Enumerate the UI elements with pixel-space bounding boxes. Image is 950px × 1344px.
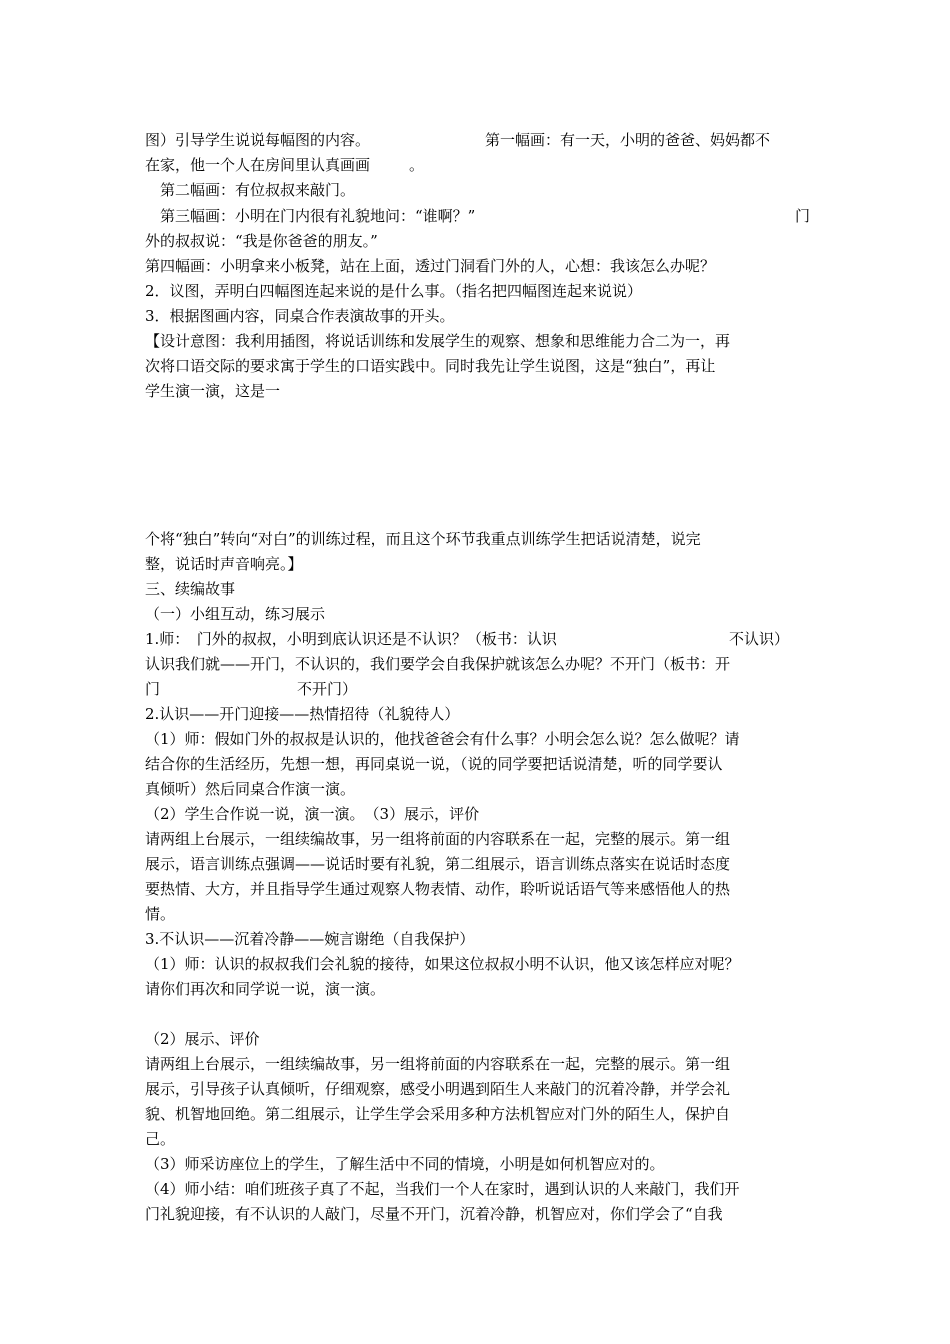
text-line: （3）师采访座位上的学生，了解生活中不同的情境，小明是如何机智应对的。 — [145, 1155, 665, 1173]
text-line: 结合你的生活经历，先想一想，再同桌说一说，（说的同学要把话说清楚，听的同学要认 — [145, 755, 723, 773]
text-segment: 第三幅画：小明在门内很有礼貌地问：“谁啊？” — [160, 207, 476, 225]
text-line: （1）师：假如门外的叔叔是认识的，他找爸爸会有什么事？小明会怎么说？怎么做呢？请 — [145, 730, 740, 748]
text-line: （2）学生合作说一说，演一演。 （3）展示，评价 — [145, 805, 480, 823]
text-line: 要热情、大方，并且指导学生通过观察人物表情、动作，聆听说话语气等来感悟他人的热 — [145, 880, 731, 898]
text-line: 请你们再次和同学说一说，演一演。 — [145, 980, 386, 998]
text-segment: 。 — [409, 156, 425, 174]
text-segment: 门 — [794, 207, 810, 225]
text-segment: 不认识） — [729, 630, 790, 648]
text-line — [145, 629, 810, 649]
text-segment: 不开门） — [297, 680, 358, 698]
text-line: （2）展示、评价 — [145, 1030, 260, 1048]
text-segment: 在家，他一个人在房间里认真画画 — [145, 156, 371, 174]
text-line: 请两组上台展示，一组续编故事，另一组将前面的内容联系在一起，完整的展示。第一组 — [145, 830, 731, 848]
text-line: 认识我们就——开门，不认识的，我们要学会自我保护就该怎么办呢？不开门（板书：开 — [145, 655, 731, 673]
text-line: 第四幅画：小明拿来小板凳，站在上面，透过门洞看门外的人，心想：我该怎么办呢？ — [145, 257, 716, 275]
text-line: 【设计意图：我利用插图，将说话训练和发展学生的观察、想象和思维能力合二为一，再 — [145, 332, 731, 350]
text-segment: 1.师： 门外的叔叔，小明到底认识还是不认识？（板书：认识 — [145, 630, 557, 648]
text-line: 3.不认识——沉着冷静——婉言谢绝（自我保护） — [145, 930, 475, 948]
text-line: 请两组上台展示，一组续编故事，另一组将前面的内容联系在一起，完整的展示。第一组 — [145, 1055, 731, 1073]
text-line: 外的叔叔说：“我是你爸爸的朋友。” — [145, 232, 378, 250]
text-line: 展示，引导孩子认真倾听，仔细观察，感受小明遇到陌生人来敲门的沉着冷静，并学会礼 — [145, 1080, 731, 1098]
text-line: 门礼貌迎接，有不认识的人敲门，尽量不开门，沉着冷静，机智应对，你们学会了“自我 — [145, 1205, 723, 1223]
text-line — [145, 206, 810, 226]
text-line: 第二幅画：有位叔叔来敲门。 — [160, 181, 356, 199]
text-line: 3．根据图画内容，同桌合作表演故事的开头。 — [145, 307, 455, 325]
text-line: （1）师：认识的叔叔我们会礼貌的接待，如果这位叔叔小明不认识，他又该怎样应对呢？ — [145, 955, 740, 973]
text-line: 个将“独白”转向“对白”的训练过程，而且这个环节我重点训练学生把话说清楚，说完 — [145, 530, 701, 548]
text-segment: 图）引导学生说说每幅图的内容。 — [145, 131, 371, 149]
text-line: 己。 — [145, 1130, 176, 1148]
text-line: 2．议图，弄明白四幅图连起来说的是什么事。（指名把四幅图连起来说说） — [145, 282, 643, 300]
text-line: 貌、机智地回绝。第二组展示，让学生学会采用多种方法机智应对门外的陌生人，保护自 — [145, 1105, 731, 1123]
text-line: 展示，语言训练点强调——说话时要有礼貌，第二组展示，语言训练点落实在说话时态度 — [145, 855, 731, 873]
text-line — [145, 679, 810, 699]
text-line: 学生演一演，这是一 — [145, 382, 281, 400]
section-heading: 三、续编故事 — [145, 580, 236, 598]
text-line: 真倾听）然后同桌合作演一演。 — [145, 780, 356, 798]
text-line: 次将口语交际的要求寓于学生的口语实践中。同时我先让学生说图，这是“独白”，再让 — [145, 357, 716, 375]
text-line — [145, 155, 810, 175]
text-segment: 第一幅画：有一天，小明的爸爸、妈妈都不 — [485, 131, 771, 149]
text-line: （4）师小结：咱们班孩子真了不起，当我们一个人在家时，遇到认识的人来敲门，我们开 — [145, 1180, 740, 1198]
subsection-heading: （一）小组互动，练习展示 — [145, 605, 326, 623]
text-line: 情。 — [145, 905, 176, 923]
text-line: 2.认识——开门迎接——热情招待（礼貌待人） — [145, 705, 460, 723]
text-line — [145, 130, 810, 150]
text-line: 整，说话时声音响亮。】 — [145, 555, 303, 573]
text-segment: 门 — [145, 680, 161, 698]
